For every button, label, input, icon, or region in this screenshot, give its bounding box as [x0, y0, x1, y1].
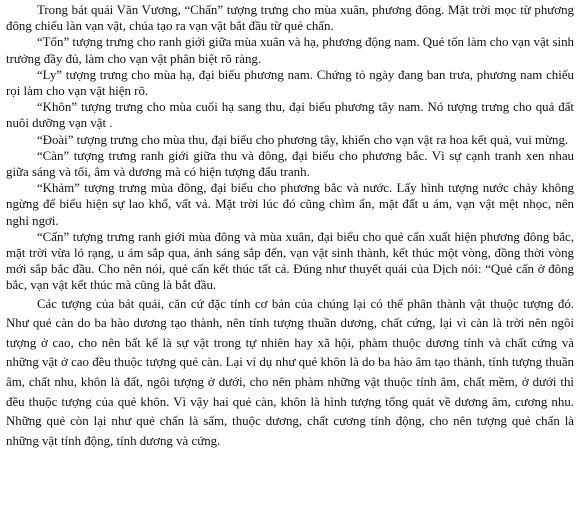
paragraph-khon: “Khôn” tượng trưng cho mùa cuối hạ sang thu, đại biểu phương tây nam. Nó tượng trưng cho quả đất nuôi dưỡng vạn vật . [6, 100, 574, 131]
paragraph-can: “Càn” tượng trưng ranh giới giữa thu và đông, đại biểu cho phương bắc. Vì sự cạnh tranh xen nhau giữa sáng và tối, âm và dương mà có hiện tượng đấu tranh. [6, 148, 574, 180]
paragraph-chan: Trong bát quái Văn Vương, “Chấn” tượng trưng cho mùa xuân, phương đông. Mặt trời mọc từ phương đông chiếu làn vạn vật, chúa tạo ra vạn vật bắt đầu từ quẻ chấn. [6, 3, 574, 34]
paragraph-ly: “Ly” tượng trưng cho mùa hạ, đại biểu phương nam. Chứng tỏ ngày đang ban trưa, phương nam chiếu rọi làm cho vạn vật hiện rõ. [6, 67, 574, 99]
paragraph-kham: “Khảm” tượng trưng mùa đông, đại biểu cho phương bắc và nước. Lấy hình tượng nước chảy không ngừng để biểu hiện sự lao khổ, vất vả. Mặt trời lúc đó cũng chìm ẩn, mặt đất u ám, vạn vật mệt nhọc, nên nghỉ ngơi. [6, 181, 574, 228]
paragraph-doai: “Đoài” tượng trưng cho mùa thu, đại biểu cho phương tây, khiến cho vạn vật ra hoa kết quả, vui mừng. [36, 132, 569, 147]
paragraph-can-dong-bac: “Cấn” tượng trưng ranh giới mùa đông và mùa xuân, đại biểu cho quẻ cấn xuất hiện phương đông bắc, mặt trời vừa ló rạng, u ám sắp qua, ánh sáng sắp đến, vạn vật sinh thành, kết thúc một vòng, đồng thời vòng mới sắp bắc đầu. Cho nên nói, quẻ cấn kết thúc tất cả. Đúng như thuyết quái của Dịch nói: “Quẻ cấn ở đông bắc, vạn vật kết thúc mà cũng là bắt đầu. [6, 229, 574, 293]
paragraph-cac-tuong: Các tượng của bát quái, căn cứ đặc tính cơ bản của chúng lại có thể phân thành vật thuộc tượng đó. Như quẻ càn do ba hào dương tạo thành, nên tính tượng thuần dương, chất cứng, lại vì càn là trời nên ngôi tượng ở cao, cho nên bất kể là sự vật trong tự nhiên hay xã hội, phàm thuộc dương tính và chất cứng và những vật ở cao đều thuộc tượng quẻ càn. Lại ví dụ như quẻ khôn là do ba hào âm tạo thành, tính tượng thuần âm, chất nhu, khôn là đất, ngôi tượng ở dưới, cho nên phàm những vật thuộc tính âm, chất mềm, ở dưới thì đều thuộc tượng của quẻ khôn. Vì vậy hai quẻ càn, khôn là hình tượng tổng quát về dương âm, cương nhu. Những quẻ còn lại như quẻ chấn là sấm, thuộc dương, chất cương tính động, cho nên tượng quẻ chấn là những vật tính động, tính dương và cứng. [6, 296, 574, 448]
paragraph-ton: “Tốn” tượng trưng cho ranh giới giữa mùa xuân và hạ, phương động nam. Quẻ tốn làm cho vạn vật sinh trưởng đầy đủ, làm cho vạn vật phân biệt rõ ràng. [6, 35, 574, 66]
document-page [6, 2, 574, 451]
